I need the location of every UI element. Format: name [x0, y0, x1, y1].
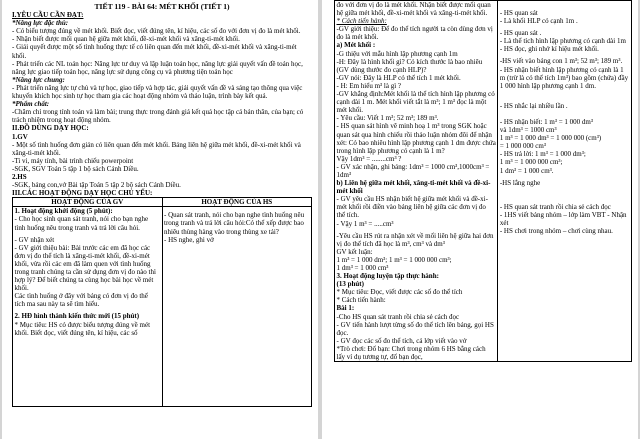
text-line: - HS nhắc lại nhiều lần .	[499, 101, 568, 110]
text-line: GV kết luận:	[336, 247, 373, 256]
text-line: - HS đọc, ghi nhớ kí hiệu mét khối.	[499, 45, 599, 54]
paragraph: -Ti vi, máy tính, bài trình chiếu powerpoint	[12, 156, 134, 165]
text-line: - Là khối HLP có cạnh 1m .	[499, 17, 578, 26]
text-line: 1 dm³ = 1 000 cm³.	[499, 166, 554, 175]
text-line: - GV đọc các số đo thể tích, cả lớp viết vào vở	[336, 336, 467, 345]
text-line: - GV nhận xét	[14, 235, 55, 244]
text-line: - HS nghe, ghi vở	[164, 235, 214, 244]
text-line: - GV tiến hành lượt từng số đo thể tích lên bảng, gọi HS đọc.	[336, 320, 494, 337]
text-line: - Cho học sinh quan sát tranh, nói cho bạn nghe tình huống nêu trong tranh và trả lời câu hỏi.	[14, 215, 149, 232]
text-line: - Là thể tích hình lập phương có cạnh dài 1m	[499, 37, 626, 46]
text-line: -GV khẳng định:Mét khối là thể tích hình lập phương có cạnh dài 1 m. Mét khối viết tắt là m³; 1 m³ đọc là một mét khối.	[336, 90, 495, 115]
text-line: -HS viết vào bảng con 1 m³; 52 m³; 189 m³.	[499, 57, 623, 66]
subheading: 1.GV	[12, 132, 28, 141]
text-line: Các tình huống ở đây với bảng có đơn vị đo thể tích ma sau này ta sẽ tìm hiểu.	[14, 292, 148, 309]
paragraph: - Phát triển năng lực tự chủ và tự học, giao tiếp và hợp tác, giải quyết vấn đề và sáng tạo thông qua việc khuyến khích học sinh tự học tham gia các hoạt động nhóm và thảo luận, trình bày kết quả.	[12, 83, 303, 101]
text-line: * Mục tiêu: Đọc, viết được các số đo thể tích	[336, 288, 463, 297]
section-heading: III.CÁC HOẠT ĐỘNG DẠY HỌC CHỦ YẾU:	[12, 189, 153, 198]
text-line: - HS nhận biết hình lập phương có cạnh là 1 m (trừ là có thể tích 1m³) bao gồm (chứa) đầy 1 000 hình lập phương cạnh 1 dm.	[499, 65, 629, 90]
text-line: - Yêu cầu: Viết 1 m³; 52 m³; 189 m³.	[336, 114, 439, 123]
text-line: - GV xác nhận, ghi bảng: 1dm³ = 1000 cm³,1000cm³ = 1dm³	[336, 162, 490, 179]
text-line: * Mục tiêu: HS có được biểu tượng đúng về mét khối. Biết đọc, viết đúng tên, kí hiệu, các số	[14, 320, 151, 337]
subheading: * Cách tiến hành:	[336, 17, 387, 26]
text-line: (13 phút)	[336, 280, 364, 289]
text-line: - GV giới thiệu bài: Bài trước các em đã học các đơn vị đo thể tích là xăng-ti-mét khối, đề-xi-mét khối, vừa rồi các em đã làm quen với tình huống trong tranh chúng ta cần sử dụng đơn vị đo nào thì hợp lý? Để biết chúng ta cùng học bài học về mét khối.	[14, 243, 156, 293]
text-line: * Cách tiến hành:	[336, 296, 386, 305]
gv-lines	[337, 25, 496, 361]
text-line: *Trò chơi: Đố bạn: Chơi trong nhóm 6 HS bằng cách lấy ví dụ tương tự, đố bạn đọc,	[336, 344, 486, 362]
text-line: -GV giới thiệu: Để đo thể tích người ta còn dùng đơn vị đo là mét khối.	[336, 25, 493, 42]
text-line: 1 m³ = 1 000 dm³; 1 m³ = 1 000 000 cm³;	[336, 255, 452, 264]
text-line: -HS lắng nghe	[499, 178, 541, 187]
text-line: -Yêu cầu HS rút ra nhận xét về mối liên hệ giữa hai đơn vị đo thể tích đã học là m³, cm³ và dm³	[336, 231, 494, 248]
text-line: 2. HĐ hình thành kiến thức mới (15 phút)	[14, 312, 140, 321]
document-page-left	[2, 0, 318, 439]
hs-lines	[500, 1, 630, 235]
text-line: - Quan sát tranh, nói cho bạn nghe tình huống nêu trong tranh và trả lời câu hỏi:Có thể xếp được bao nhiêu thùng hàng vào trong thùng xe tải?	[164, 211, 305, 236]
paragraph: - Nhận biết được mối quan hệ giữa mét khối, đề-xi-mét khối và xăng-ti-mét khối.	[12, 35, 240, 44]
column-header-gv: HOẠT ĐỘNG CỦA GV	[13, 198, 163, 207]
text-line: - HS trả lời: 1 m³ = 1 000 dm³;	[499, 150, 586, 159]
document-page-right	[322, 0, 638, 439]
text-line: - HS quan sát hình vẽ minh hoạ 1 m³ trong SGK hoặc quan sát qua hình chiếu rồi thảo luận nhóm đôi để nhận xét: Có bao nhiêu hình lập phương cạnh 1 dm được chứa trong hình lập phương có cạnh là 1 m?	[336, 122, 496, 155]
subheading: *Năng lực đặc thù:	[12, 19, 69, 28]
lesson-title: TIẾT 119 - BÀI 64: MÉT KHỐI (TIẾT 1)	[94, 2, 230, 11]
text-line: 1 m³ = 1 000 dm³ = 1 000 000 (cm³)	[499, 134, 602, 143]
text-line: a) Mét khối :	[336, 41, 376, 50]
activity-table-continued	[334, 0, 632, 362]
text-line: -G thiệu với mẫu hình lập phương cạnh 1m	[336, 49, 458, 58]
text-line: - HS quan sát	[499, 9, 538, 17]
text-line: - 1HS viết bảng nhóm – lớp làm VBT - Nhận xét	[499, 210, 627, 227]
text-line: 1 dm³ = 1 000 cm³	[336, 264, 389, 272]
text-line: Bài 1:	[336, 304, 355, 313]
section-heading: II.ĐỒ DÙNG DẠY HỌC:	[12, 124, 89, 133]
hs-lines	[164, 207, 310, 243]
text-line: - HS quan sát tranh rồi chia sẻ cách đọc	[499, 202, 611, 211]
text-line: - GV yêu cầu HS nhận biết hệ giữa mét khối và đề-xi-mét khối rồi điền vào bảng liên hệ giữa các đơn vị đo thể tích.	[336, 195, 488, 220]
text-line: - HS chơi trong nhóm – chơi cùng nhau.	[499, 226, 613, 235]
text-line: - HS nhận biết: 1 m³ = 1 000 dm³	[499, 117, 593, 126]
paragraph: -Chăm chỉ trong tính toán và làm bài; trung thực trong đánh giá kết quả học tập cá bản thân, của bạn; có trách nhiệm trong hoạt động nhóm.	[12, 108, 304, 125]
text-line: Vậy 1dm³ = ........cm³ ?	[336, 154, 402, 163]
paragraph: - Phát triển các NL toán học: Năng lực tư duy và lập luận toán học, năng lực giải quyết vấn đề toán học, năng lực giao tiếp toán học, năng lực sử dụng công cụ và phương tiện toán học	[12, 59, 303, 76]
text-line: 1. Hoạt động khởi động (5 phút):	[14, 207, 113, 216]
paragraph: - Một số tình huống đơn giản có liên quan đến mét khối. Bảng liên hệ giữa mét khối, đề-xi-mét khối và xăng-ti-mét khối.	[12, 140, 301, 157]
paragraph: - Giải quyết được một số tình huống thực tế có liên quan đến mét khối, đề-xi-mét khối và xăng-ti-mét khối.	[12, 43, 297, 60]
hs-cell	[162, 207, 312, 407]
gv-cell	[13, 207, 163, 407]
subheading: 2.HS	[12, 172, 27, 181]
text-line: - HS quan sát .	[499, 29, 542, 38]
text-line: -GV nói: Đây là HLP có thể tích 1 mét khối.	[336, 73, 461, 82]
text-line: 3. Hoạt động luyện tập thực hành:	[336, 272, 439, 281]
column-header-hs: HOẠT ĐỘNG CỦA HS	[162, 198, 312, 207]
paragraph: - Có biểu tượng đúng về mét khối. Biết đọc, viết đúng tên, kí hiệu, các số đo với đơn vị đo là mét khối.	[12, 27, 301, 36]
subheading: *Năng lực chung:	[12, 75, 65, 84]
text-line: b) Liên hệ giữa mét khối, xăng-ti-mét khối và đề-xi-mét khối	[336, 179, 491, 196]
text-line: - H: Em hiểu m³ là gì ?	[336, 81, 402, 90]
gv-lines	[15, 207, 161, 336]
section-heading: I.YÊU CẦU CẦN ĐẠT:	[12, 11, 84, 20]
gv-cell	[335, 1, 498, 362]
text-line: 1 m³ = 1 000 000 cm³;	[499, 158, 563, 167]
activity-table	[12, 197, 312, 407]
paragraph: -SGK, SGV Toán 5 tập 1 bộ sách Cánh Diều.	[12, 164, 139, 173]
text-line: -Cho HS quan sát tranh rồi chia sẻ cách đọc	[336, 312, 460, 321]
paragraph: đo với đơn vị đo là mét khối. Nhận biết được mối quan hệ giữa mét khối, đề-xi-mét khối và xăng-ti-mét khối.	[336, 1, 491, 18]
text-line: - Vậy 1 m³ = .....cm³	[336, 219, 394, 228]
text-line: và 1dm³ = 1000 cm³	[499, 126, 557, 135]
paragraph: -SGK, bảng con,vở Bài tập Toán 5 tập 2 bộ sách Cánh Diều.	[12, 181, 181, 190]
subheading: *Phẩm chất:	[12, 100, 50, 109]
text-line: -H: Đây là hình khối gì? Có kích thước là bao nhiêu (GV dùng thước đo cạnh HLP)?	[336, 57, 483, 74]
text-line: = 1 000 000 cm³	[499, 142, 546, 151]
hs-cell	[498, 1, 632, 362]
